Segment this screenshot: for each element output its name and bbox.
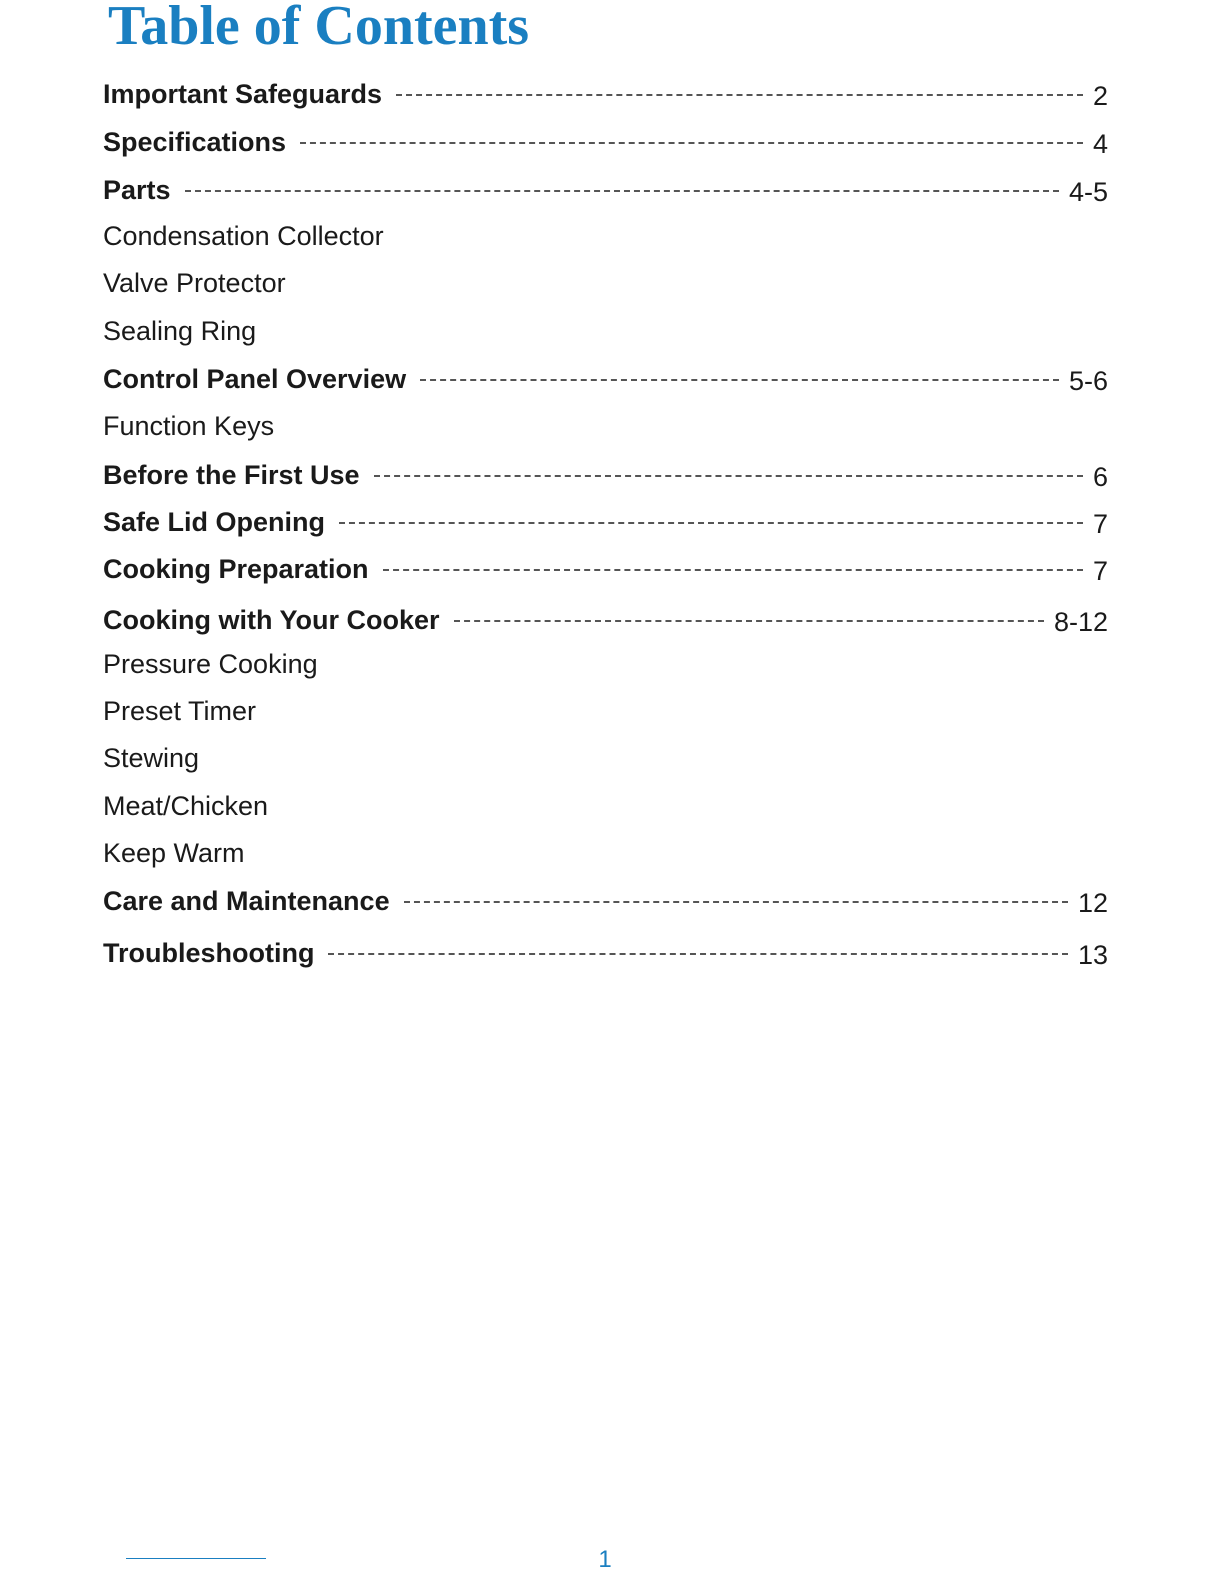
toc-subentry-stewing [103, 734, 1108, 774]
page-title: Table of Contents [108, 0, 530, 57]
dot-leader [185, 190, 1059, 192]
toc-entry-safe-lid-opening [103, 498, 1108, 538]
dot-leader [300, 142, 1083, 144]
toc-subentry-label: Sealing Ring [103, 316, 257, 346]
toc-subentry-meat-chicken [103, 782, 1108, 822]
toc-subentry-valve-protector [103, 259, 1108, 299]
toc-subentry-pressure-cooking [103, 640, 1108, 680]
toc-entry-page: 7 [1092, 556, 1108, 586]
footer-rule [126, 1558, 266, 1559]
toc-subentry-label: Meat/Chicken [103, 791, 269, 821]
toc-subentry-sealing-ring [103, 307, 1108, 347]
toc-entry-before-first-use [103, 451, 1108, 491]
toc-entry-page: 8-12 [1053, 607, 1108, 637]
toc-entry-label: Specifications [103, 127, 287, 157]
toc-subentry-condensation-collector [103, 212, 1108, 252]
page-number: 1 [598, 1546, 612, 1573]
toc-entry-label: Cooking with Your Cooker [103, 605, 440, 635]
dot-leader [383, 569, 1083, 571]
toc-subentry-function-keys [103, 402, 1108, 442]
toc-entry-page: 5-6 [1068, 366, 1108, 396]
toc-entry-label: Safe Lid Opening [103, 507, 326, 537]
toc-entry-care-and-maintenance [103, 877, 1108, 917]
toc-entry-page: 2 [1092, 81, 1108, 111]
toc-subentry-keep-warm [103, 829, 1108, 869]
toc-entry-page: 12 [1077, 888, 1108, 918]
toc-entry-important-safeguards [103, 70, 1108, 110]
toc-entry-parts [103, 166, 1108, 206]
toc-subentry-preset-timer [103, 687, 1108, 727]
toc-subentry-label: Pressure Cooking [103, 649, 318, 679]
toc-entry-label: Troubleshooting [103, 938, 315, 968]
toc-subentry-label: Preset Timer [103, 696, 257, 726]
toc-entry-page: 7 [1092, 509, 1108, 539]
dot-leader [404, 901, 1068, 903]
toc-entry-page: 13 [1077, 940, 1108, 970]
toc-entry-troubleshooting [103, 929, 1108, 969]
toc-entry-specifications [103, 118, 1108, 158]
dot-leader [328, 953, 1067, 955]
toc-entry-label: Before the First Use [103, 460, 360, 490]
toc-subentry-label: Stewing [103, 743, 200, 773]
dot-leader [374, 475, 1083, 477]
toc-entry-page: 4 [1092, 129, 1108, 159]
toc-entry-label: Parts [103, 175, 171, 205]
toc-entry-page: 4-5 [1068, 177, 1108, 207]
dot-leader [339, 522, 1083, 524]
toc-entry-label: Important Safeguards [103, 79, 383, 109]
toc-subentry-label: Function Keys [103, 411, 275, 441]
dot-leader [454, 620, 1044, 622]
toc-entry-label: Control Panel Overview [103, 364, 407, 394]
toc-subentry-label: Valve Protector [103, 268, 286, 298]
toc-entry-cooking-preparation [103, 545, 1108, 585]
toc-entry-label: Care and Maintenance [103, 886, 390, 916]
toc-entry-label: Cooking Preparation [103, 554, 369, 584]
dot-leader [420, 379, 1059, 381]
toc-subentry-label: Keep Warm [103, 838, 245, 868]
toc-subentry-label: Condensation Collector [103, 221, 384, 251]
dot-leader [396, 94, 1083, 96]
toc-entry-cooking-with-your-cooker [103, 596, 1108, 636]
toc-entry-page: 6 [1092, 462, 1108, 492]
toc-entry-control-panel-overview [103, 355, 1108, 395]
